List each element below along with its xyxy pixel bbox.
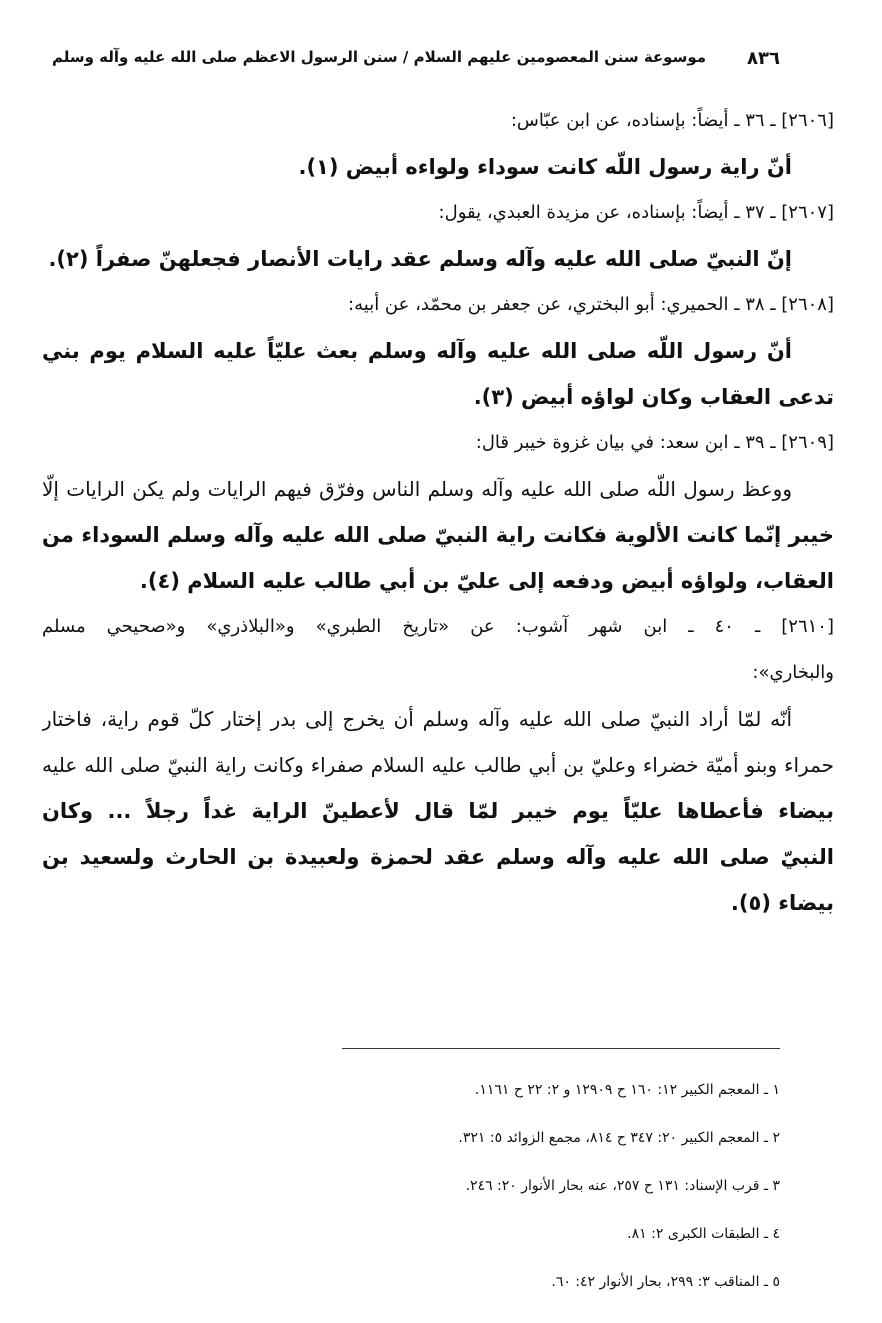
- text-line: تدعى العقاب وكان لواؤه أبيض (٣).: [473, 385, 834, 409]
- footnote: ١ ـ المعجم الكبير ١٢: ١٦٠ ح ١٢٩٠٩ و ٢: ٢٢ ح ١١٦١.: [474, 1082, 780, 1098]
- page-number: ٨٣٦: [747, 48, 780, 69]
- footnote: ٢ ـ المعجم الكبير ٢٠: ٣٤٧ ح ٨١٤، مجمع الزوائد ٥: ٣٢١.: [458, 1130, 780, 1146]
- text-line: [٢٦١٠] ـ ٤٠ ـ ابن شهر آشوب: عن «تاريخ الطبري» و«البلاذري» و«صحيحي مسلم: [42, 616, 834, 637]
- running-title: موسوعة سنن المعصومين عليهم السلام / سنن الرسول الاعظم صلى الله عليه وآله وسلم: [52, 48, 707, 66]
- text-line: النبيّ صلى الله عليه وآله وسلم عقد لحمزة ولعبيدة بن الحارث ولسعيد بن: [42, 845, 834, 869]
- footnote: ٣ ـ قرب الإسناد: ١٣١ ح ٢٥٧، عنه بحار الأنوار ٢٠: ٢٤٦.: [465, 1178, 780, 1194]
- footnote: ٤ ـ الطبقات الكبرى ٢: ٨١.: [627, 1226, 780, 1242]
- text-line: ووعظ رسول اللّه صلى الله عليه وآله وسلم الناس وفرّق فيهم الرايات ولم يكن الرايات إلّا: [42, 477, 792, 501]
- main-text: [42, 98, 834, 926]
- text-line: أنّ رسول اللّه صلى الله عليه وآله وسلم بعث عليّاً عليه السلام يوم بني: [42, 339, 792, 363]
- text-line: حمراء وبنو أميّة خضراء وعليّ بن أبي طالب عليه السلام صفراء وكانت راية النبيّ صلى الله عليه: [42, 753, 834, 777]
- text-line: [٢٦٠٨] ـ ٣٨ ـ الحميري: أبو البختري، عن جعفر بن محمّد، عن أبيه:: [348, 294, 834, 315]
- text-line: خيبر إنّما كانت الألوية فكانت راية النبيّ صلى الله عليه وآله وسلم السوداء من: [42, 523, 834, 547]
- text-line: [٢٦٠٧] ـ ٣٧ ـ أيضاً: بإسناده، عن مزيدة العبدي، يقول:: [438, 202, 834, 223]
- footnote-separator: [342, 1048, 780, 1049]
- text-line: بيضاء (٥).: [730, 891, 834, 915]
- footnote: ٥ ـ المناقب ٣: ٢٩٩، بحار الأنوار ٤٢: ٦٠.: [551, 1274, 780, 1290]
- text-line: العقاب، ولواؤه أبيض ودفعه إلى عليّ بن أبي طالب عليه السلام (٤).: [139, 569, 834, 593]
- text-line: [٢٦٠٩] ـ ٣٩ ـ ابن سعد: في بيان غزوة خيبر قال:: [475, 432, 834, 453]
- text-line: إنّ النبيّ صلى الله عليه وآله وسلم عقد رايات الأنصار فجعلهنّ صفراً (٢).: [48, 247, 792, 271]
- text-line: بيضاء فأعطاها عليّاً يوم خيبر لمّا قال لأعطينّ الراية غداً رجلاً ... وكان: [42, 799, 834, 823]
- footnotes: [80, 1066, 780, 1306]
- page-header: [40, 48, 840, 84]
- text-line: أنّ راية رسول اللّه كانت سوداء ولواءه أبيض (١).: [298, 155, 792, 179]
- text-line: والبخاري»:: [752, 662, 834, 683]
- text-line: [٢٦٠٦] ـ ٣٦ ـ أيضاً: بإسناده، عن ابن عبّاس:: [510, 110, 834, 131]
- text-line: أنّه لمّا أراد النبيّ صلى الله عليه وآله وسلم أن يخرج إلى بدر إختار كلّ قوم راية، فاختار: [42, 707, 792, 731]
